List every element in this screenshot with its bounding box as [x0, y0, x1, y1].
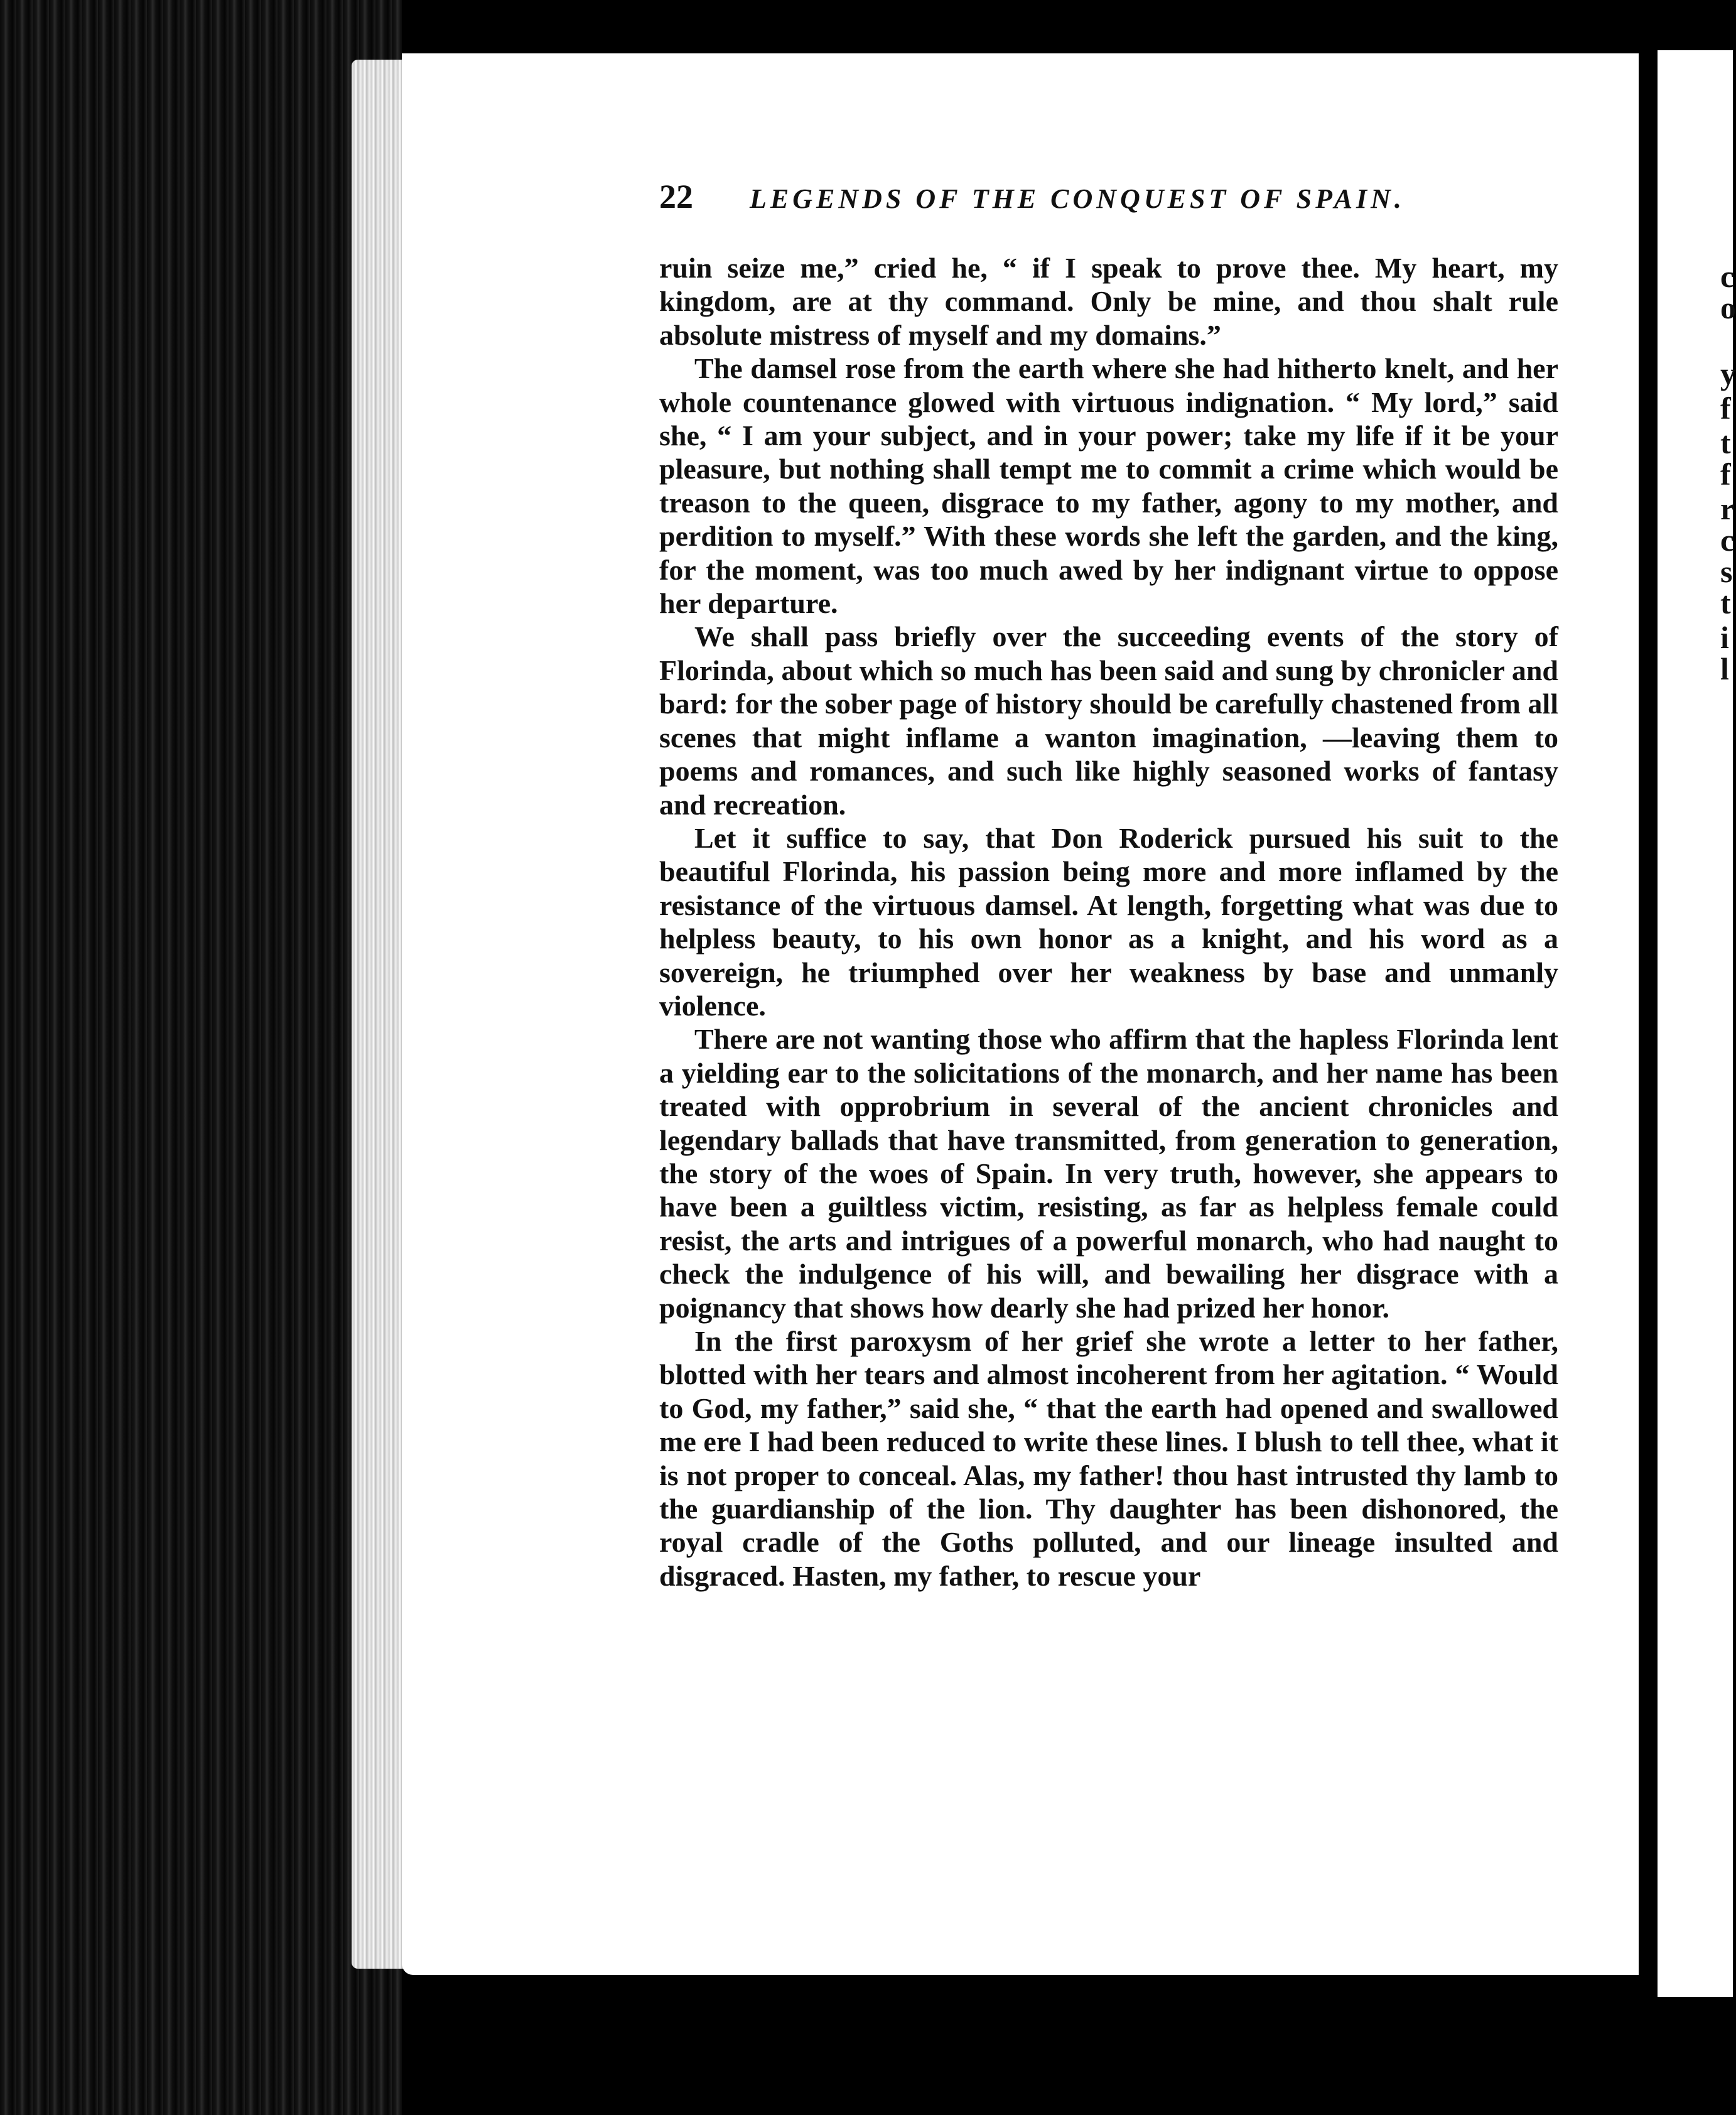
next-page-fragment: o [1720, 290, 1736, 325]
next-page-fragment: t [1720, 585, 1731, 620]
next-page-fragment: f [1720, 457, 1731, 492]
body-text [659, 251, 1558, 1593]
next-page-fragment: c [1720, 522, 1735, 558]
gutter-shadow [1639, 60, 1658, 1975]
next-page-fragment: t [1720, 425, 1731, 460]
paragraph: We shall pass briefly over the succeeding events of the story of Florinda, about which so much has been said and sung by chronicler and bard: for the sober page of history should be carefully chastened from all scenes that might inflame a wanton imagination, —leaving them to poems and romances, and such like highly seasoned works of fantasy and recreation. [659, 620, 1558, 821]
paragraph: In the first paroxysm of her grief she wrote a letter to her father, blotted with her tears and almost incoherent from her agitation. “ Would to God, my father,” said she, “ that the earth had opened and swallowed me ere I had been reduced to write these lines. I blush to tell thee, what it is not proper to conceal. Alas, my father! thou hast intrusted thy lamb to the guardianship of the lion. Thy daughter has been dishonored, the royal cradle of the Goths polluted, and our lineage insulted and disgraced. Hasten, my father, to rescue your [659, 1325, 1558, 1592]
page-number: 22 [659, 178, 693, 215]
paragraph: There are not wanting those who affirm that the hapless Florinda lent a yielding ear to the solicitations of the monarch, and her name has been treated with opprobrium in several of the ancient chronicles and legendary ballads that have transmitted, from generation to generation, the story of the woes of Spain. In very truth, however, she appears to have been a guiltless victim, resisting, as far as helpless female could resist, the arts and intrigues of a powerful monarch, who had naught to check the indulgence of his will, and bewailing her disgrace with a poignancy that shows how dearly she had prized her honor. [659, 1023, 1558, 1324]
next-page-fragment: l [1720, 651, 1729, 686]
next-page-fragment: y [1720, 356, 1736, 391]
page-header [659, 177, 1450, 216]
paragraph: The damsel rose from the earth where she had hitherto knelt, and her whole countenance glowed with virtuous indignation. “ My lord,” said she, “ I am your subject, and in your power; take my life if it be your pleasure, but nothing shall tempt me to commit a crime which would be treason to the queen, disgrace to my father, agony to my mother, and perdition to myself.” With these words she left the garden, and the king, for the moment, was too much awed by her indignant virtue to oppose her departure. [659, 352, 1558, 620]
page-edges [352, 60, 405, 1969]
next-page-fragment: c [1720, 259, 1735, 294]
book-binding [0, 0, 402, 2115]
next-page-fragment: r [1720, 491, 1735, 526]
next-page-edge [1658, 50, 1736, 1997]
paragraph: ruin seize me,” cried he, “ if I speak to prove thee. My heart, my kingdom, are at thy command. Only be mine, and thou shalt rule absolute mistress of myself and my domains.” [659, 252, 1558, 351]
running-head: LEGENDS OF THE CONQUEST OF SPAIN. [750, 183, 1405, 214]
paragraph: Let it suffice to say, that Don Roderick pursued his suit to the beautiful Florinda, his passion being more and more inflamed by the resistance of the virtuous damsel. At length, forgetting what was due to helpless beauty, to his own honor as a knight, and his word as a sovereign, he triumphed over her weakness by base and unmanly violence. [659, 821, 1558, 1022]
next-page-fragment: i [1720, 620, 1729, 655]
next-page-fragment: f [1720, 391, 1731, 426]
next-page-fragment: s [1720, 554, 1733, 589]
